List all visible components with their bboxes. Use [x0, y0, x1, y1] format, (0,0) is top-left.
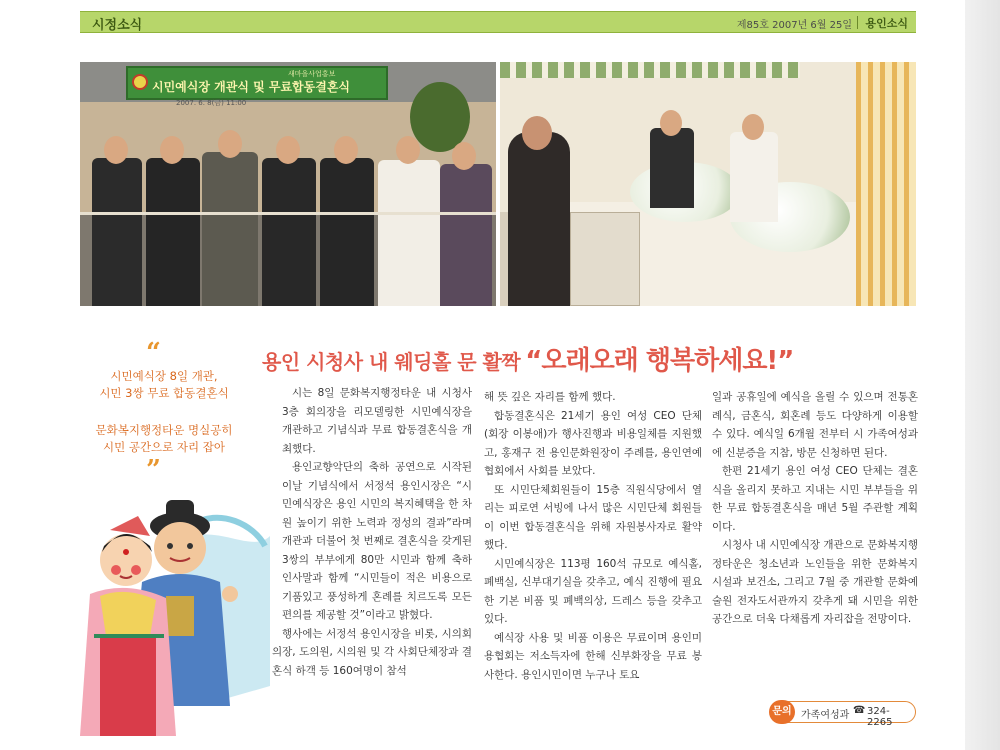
header-divider [857, 16, 858, 29]
phone-icon: ☎ [853, 705, 866, 716]
paragraph: 행사에는 서정석 용인시장을 비롯, 시의회 의장, 도의원, 시의원 및 각 사회단체장과 결혼식 하객 등 160여명이 참석 [272, 627, 472, 677]
pullquote-1 [86, 368, 242, 402]
paragraph: 한편 21세기 용인 여성 CEO 단체는 결혼식을 올리지 못하고 지내는 시민 부부들을 위한 무료 합동결혼식을 매년 5월 주관할 계획이다. [712, 465, 918, 533]
paragraph: 해 뜻 깊은 자리를 함께 했다. [484, 391, 616, 403]
officiant [508, 132, 570, 306]
paragraph: 예식장 사용 및 비품 이용은 무료이며 용인미용협회는 저소득자에 한해 신부화장을 무료 봉사한다. 용인시민이면 누구나 토요 [484, 631, 702, 681]
paragraph: 용인교향악단의 축하 공연으로 시작된 이날 기념식에서 서정석 용인시장은 “시민예식장은 용인 시민의 복지혜택을 한 차원 높이기 위한 노력과 정성의 결과”라며 개관과 더불어 첫 번째로 결혼식을 갖게된 3쌍의 부부에게 80만 시민과 함께 축하 인사말과 함께 “시민들이 적은 비용으로 기품있고 풍성하게 혼례를 치르도록 모든 편의를 제공할 것”이라고 밝혔다. [282, 461, 472, 621]
city-logo-icon [132, 74, 148, 90]
podium [570, 212, 640, 306]
paragraph: 합동결혼식은 21세기 용인 여성 CEO 단체(회장 이봉애)가 행사진행과 비용일체를 지원했고, 홍재구 전 용인문화원장이 주례를, 용인연예협회에서 사회를 보았다. [484, 409, 702, 477]
pullquote-2 [86, 422, 242, 456]
article-column-3 [712, 388, 918, 629]
article-column-2 [484, 388, 702, 684]
contact-phone: 324-2265 [867, 706, 893, 728]
section-title: 시정소식 [92, 18, 143, 33]
article-column-1 [242, 384, 472, 680]
paragraph: 시는 8일 문화복지행정타운 내 시청사 3층 회의장을 리모델링한 시민예식장을 개관하고 기념식과 무료 합동결혼식을 개최했다. [282, 387, 472, 455]
banner-title: 시민예식장 개관식 및 무료합동결혼식 [152, 80, 351, 94]
page-edge [965, 0, 1000, 750]
contact-department: 가족여성과 [801, 710, 850, 721]
article-headline [262, 340, 916, 377]
publication-name: 용인소식 [865, 17, 908, 30]
ceremony-banner [126, 66, 388, 100]
issue-info: 제85호 2007년 6월 25일 [736, 20, 852, 31]
headline-main: 용인 시청사 내 웨딩홀 문 활짝 [262, 350, 521, 374]
paragraph: 일과 공휴일에 예식을 올릴 수 있으며 전통혼례식, 금혼식, 회혼례 등도 다양하게 이용할 수 있다. 예식일 6개월 전부터 시 가족여성과에 신분증을 지참, 방문 신청하면 된다. [712, 391, 918, 459]
paragraph: 시민예식장은 113평 160석 규모로 예식홀, 폐백실, 신부대기실을 갖추고, 예식 진행에 필요한 기본 비품 및 폐백의상, 드레스 등을 갖추고 있다. [484, 557, 702, 625]
pullquote-line: 시민 3쌍 무료 합동결혼식 [99, 386, 229, 400]
banner-date: 2007. 6. 8(금) 11:00 [176, 99, 247, 107]
pullquote-line: 문화복지행정타운 명실공히 [95, 423, 233, 437]
paragraph: 시청사 내 시민예식장 개관으로 문화복지행정타운은 청소년과 노인들을 위한 문화복지시설과 보건소, 그리고 7월 중 개관할 문화예술원 전자도서관까지 갖추게 돼 시민을 위한 공간으로 더욱 다채롭게 자리잡을 전망이다. [712, 539, 918, 625]
headline-quote: “오래오래 행복하세요!” [525, 346, 794, 376]
quote-open-mark: “ [146, 338, 161, 368]
wedding-couple-illustration [80, 486, 270, 750]
contact-badge: 문의 [769, 700, 795, 724]
pullquote-line: 시민 공간으로 자리 잡아 [102, 440, 226, 454]
pullquote-line: 시민예식장 8일 개관, [110, 369, 218, 383]
ceremony-ribbon [80, 212, 496, 215]
contact-box [770, 701, 916, 728]
quote-close-mark: ” [146, 455, 161, 485]
paragraph: 또 시민단체회원들이 15층 직원식당에서 열리는 피로연 서빙에 나서 많은 시민단체 회원들이 이번 합동결혼식을 위해 자원봉사자로 활약했다. [484, 483, 702, 551]
section-header [80, 11, 916, 33]
photo-wedding-ceremony [500, 62, 916, 306]
photo-ribbon-cutting [80, 62, 496, 306]
banner-subtitle: 새마을사업홍보 [288, 70, 336, 78]
